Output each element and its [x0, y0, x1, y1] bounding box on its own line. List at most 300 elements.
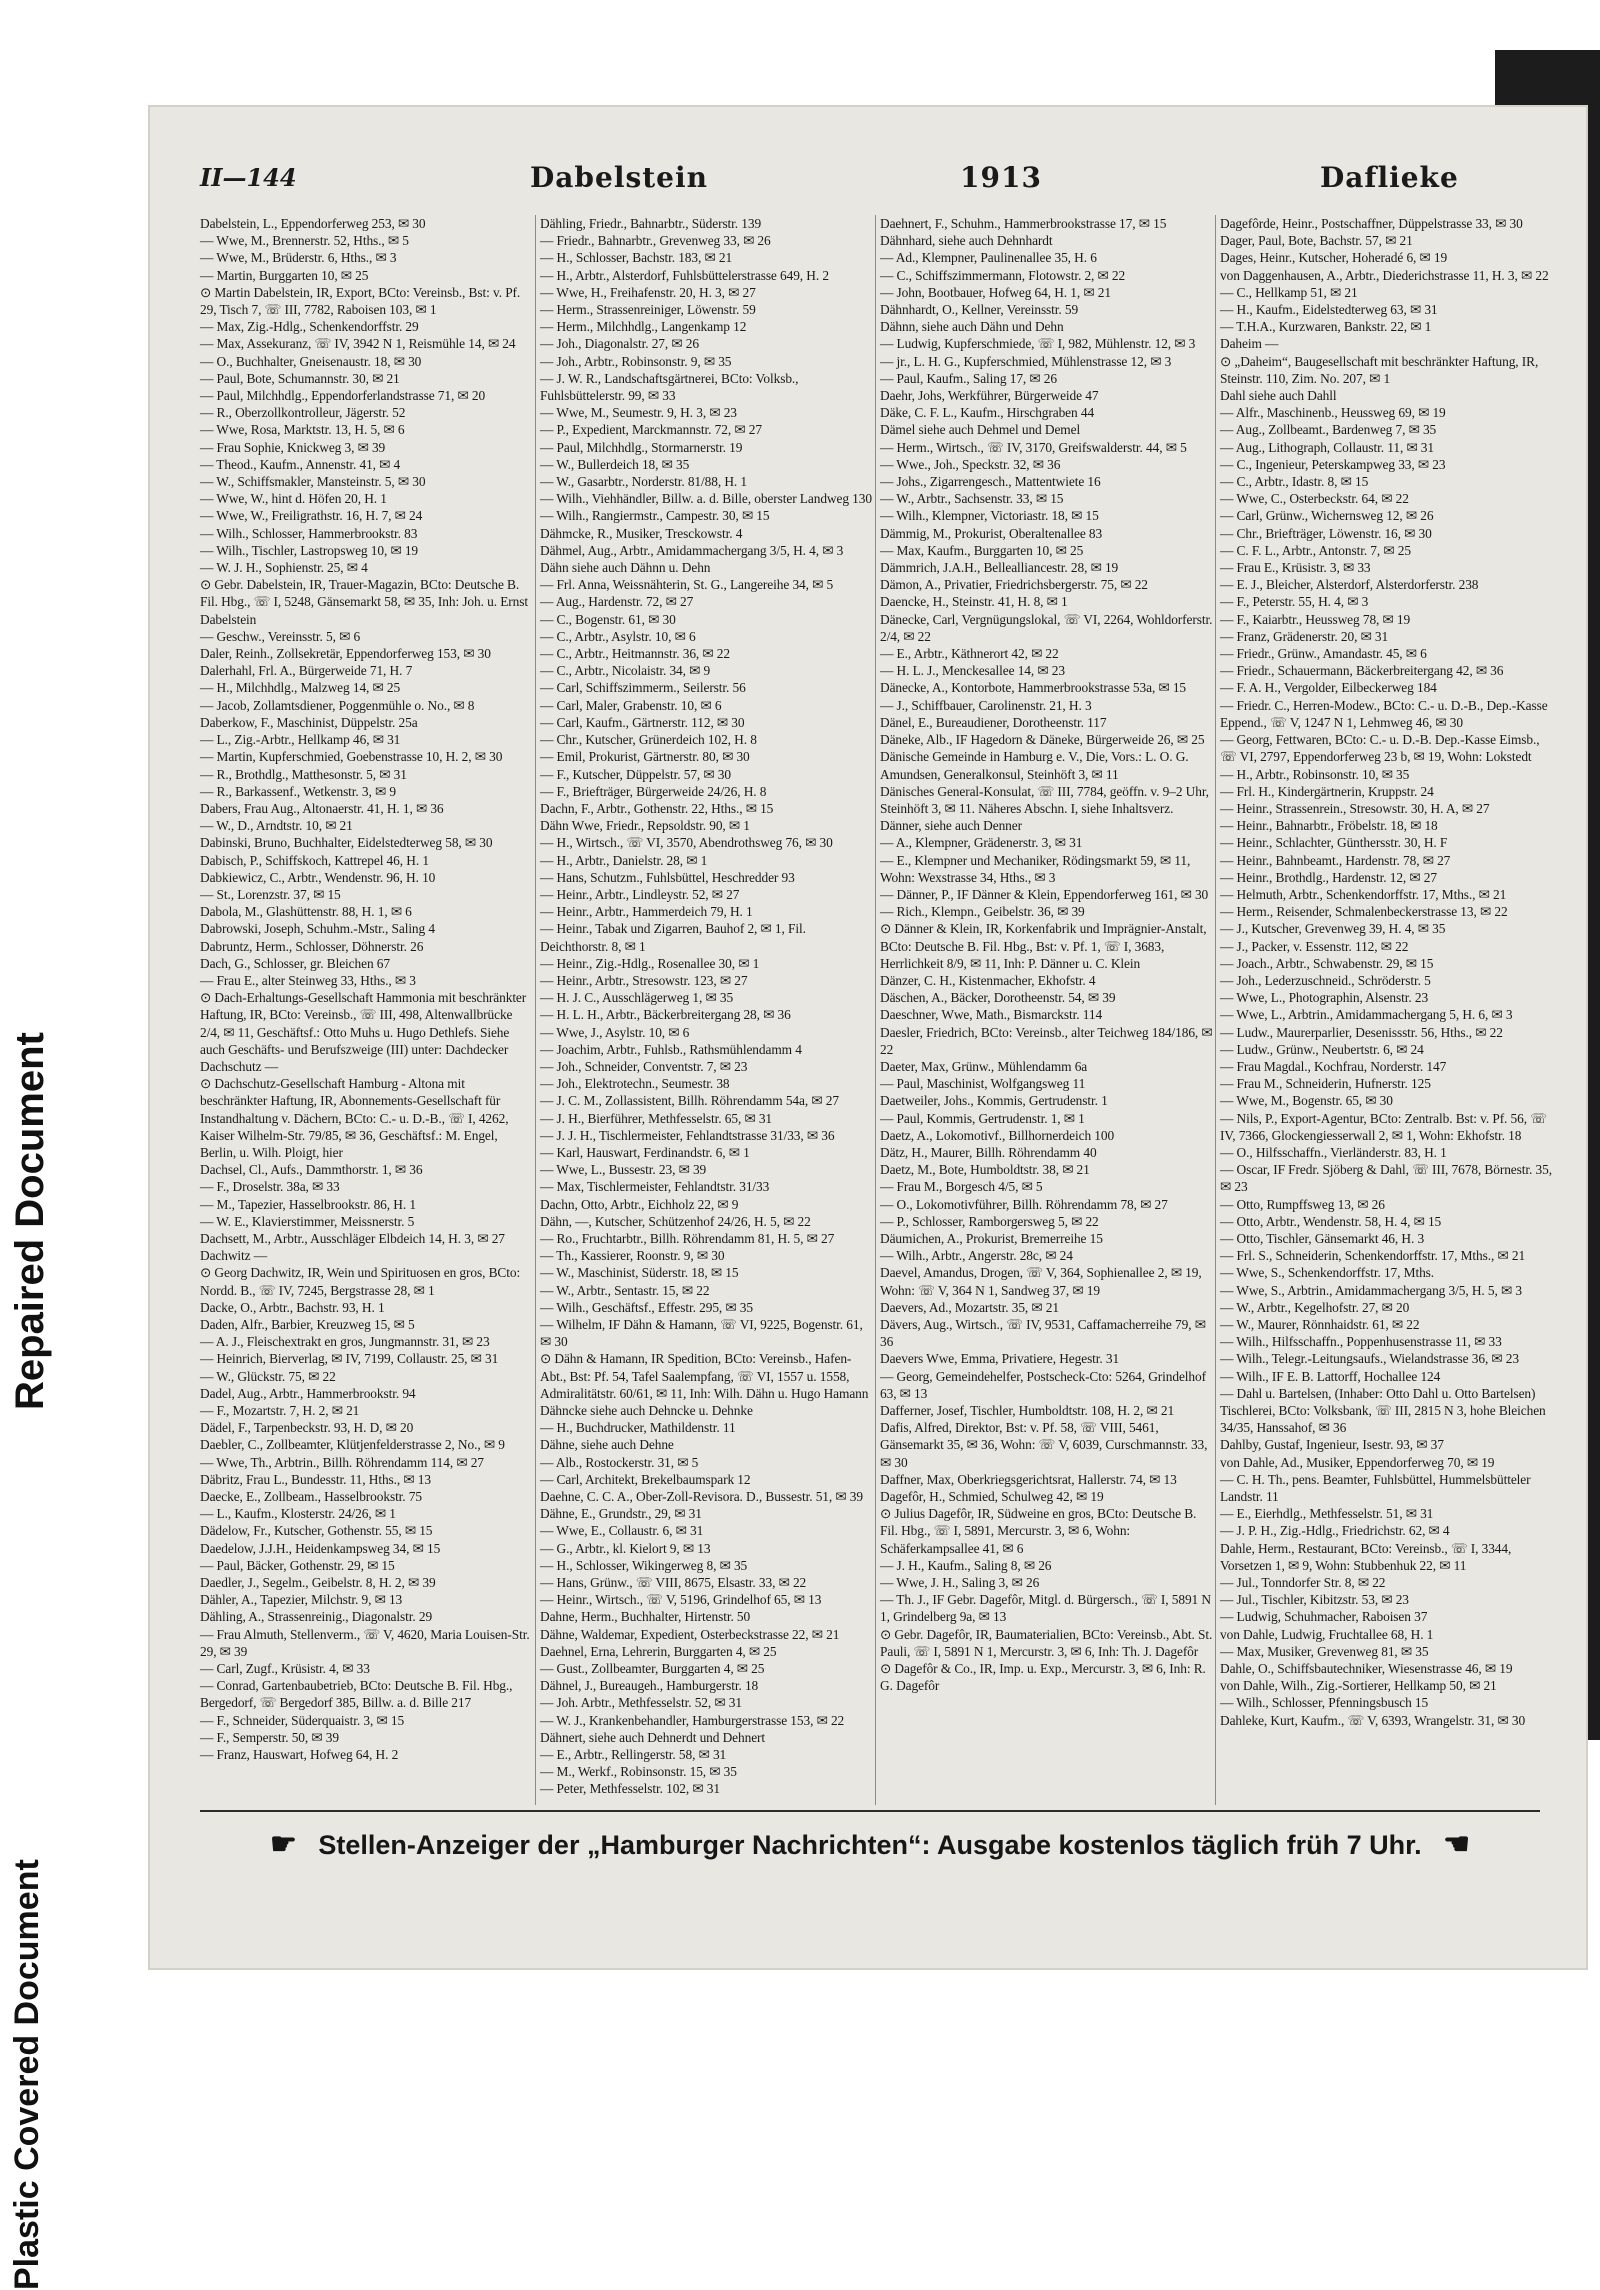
directory-entry: — Heinr., Arbtr., Hammerdeich 79, H. 1 [540, 904, 753, 920]
directory-entry: — H., Arbtr., Robinsonstr. 10, ✉ 35 [1220, 766, 1410, 782]
directory-entry: — E. J., Bleicher, Alsterdorf, Alsterdorferstr. 238 [1220, 577, 1479, 593]
directory-entry: Dävers, Aug., Wirtsch., ☏ IV, 9531, Caffamacherreihe 79, ✉ 36 [880, 1317, 1206, 1350]
directory-entry: ⊙ Martin Dabelstein, IR, Export, BCto: Vereinsb., Bst: v. Pf. 29, Tisch 7, ☏ III, 7782, Raboisen 103, ✉ 1 [200, 284, 521, 318]
repaired-stamp-text: Repaired Document [8, 1032, 52, 1410]
directory-entry: Dähncke siehe auch Dehncke u. Dehnke [540, 1403, 753, 1419]
directory-entry: — Wilh., Rangiermstr., Campestr. 30, ✉ 15 [540, 508, 770, 524]
header-first-name: Dabelstein [530, 161, 708, 194]
directory-entry: Dähling, A., Strassenreinig., Diagonalstr. 29 [200, 1609, 433, 1625]
directory-entry: Dänzer, C. H., Kistenmacher, Ekhofstr. 4 [880, 972, 1096, 988]
directory-entry: Dahle, O., Schiffsbautechniker, Wiesenstrasse 46, ✉ 19 [1220, 1661, 1513, 1677]
directory-entry: — H., Schlosser, Bachstr. 183, ✉ 21 [540, 250, 733, 266]
directory-entry: — Emil, Prokurist, Gärtnerstr. 80, ✉ 30 [540, 749, 750, 765]
directory-entry: ⊙ Dachschutz-Gesellschaft Hamburg - Altona mit beschränkter Haftung, IR, Abonnements-Gesellschaft für Instandhaltung v. Dächern, BCto: C.- u. D.-B., ☏ I, 4262, Kaiser Wilhelm-Str. 79/85, ✉ 36, Geschäftsf.: M. Engel, Berlin, u. Wilh. Ploigt, hier [200, 1076, 509, 1160]
directory-entry: — J., Packer, v. Essenstr. 112, ✉ 22 [1220, 938, 1409, 954]
directory-entry: Dänecke, Carl, Vergnügungslokal, ☏ VI, 2264, Wohldorferstr. 2/4, ✉ 22 [880, 611, 1213, 644]
directory-entry: Däschen, A., Bäcker, Dorotheenstr. 54, ✉ 39 [880, 990, 1116, 1006]
directory-entry: — J. P. H., Zig.-Hdlg., Friedrichstr. 62, ✉ 4 [1220, 1523, 1450, 1539]
directory-entry: — Carl, Schiffszimmerm., Seilerstr. 56 [540, 680, 746, 696]
directory-entry: Daberkow, F., Maschinist, Düppelstr. 25a [200, 714, 418, 730]
directory-entry: — Frau M., Borgesch 4/5, ✉ 5 [880, 1179, 1043, 1195]
directory-entry: — J. H., Bierführer, Methfesselstr. 65, ✉ 31 [540, 1110, 773, 1126]
directory-entry: — P., Schlosser, Ramborgersweg 5, ✉ 22 [880, 1213, 1099, 1229]
directory-entry: ⊙ Gebr. Dagefôr, IR, Baumaterialien, BCto: Vereinsb., Abt. St. Pauli, ☏ I, 5891 N 1, Mercurstr. 3, ✉ 6, Inh: Th. J. Dagefôr [880, 1626, 1213, 1659]
directory-entry: Dachn, Otto, Arbtr., Eichholz 22, ✉ 9 [540, 1196, 739, 1212]
directory-entry: — C., Arbtr., Heitmannstr. 36, ✉ 22 [540, 646, 730, 662]
header-last-name: Daflieke [1320, 161, 1459, 194]
directory-entry: Daetz, A., Lokomotivf., Billhornerdeich 100 [880, 1127, 1115, 1143]
directory-entry: — C., Arbtr., Nicolaistr. 34, ✉ 9 [540, 663, 711, 679]
directory-entry: — Conrad, Gartenbaubetrieb, BCto: Deutsche B. Fil. Hbg., Bergedorf, ☏ Bergedorf 385, Billw. a. d. Bille 217 [200, 1678, 513, 1711]
directory-entry: Dager, Paul, Bote, Bachstr. 57, ✉ 21 [1220, 233, 1413, 249]
directory-entry: — Geschw., Vereinsstr. 5, ✉ 6 [200, 628, 361, 644]
directory-entry: Daehnert, F., Schuhm., Hammerbrookstrasse 17, ✉ 15 [880, 216, 1167, 231]
directory-entry: — Max, Assekuranz, ☏ IV, 3942 N 1, Reismühle 14, ✉ 24 [200, 336, 516, 352]
directory-entry: — J. J. H., Tischlermeister, Fehlandtstrasse 31/33, ✉ 36 [540, 1127, 835, 1143]
directory-entry: — Alfr., Maschinenb., Heussweg 69, ✉ 19 [1220, 405, 1446, 421]
directory-entry: Dämmig, M., Prokurist, Oberaltenallee 83 [880, 525, 1103, 541]
directory-entry: Dabola, M., Glashüttenstr. 88, H. 1, ✉ 6 [200, 904, 412, 920]
directory-entry: — Heinrich, Bierverlag, ✉ IV, 7199, Collaustr. 25, ✉ 31 [200, 1351, 499, 1367]
directory-column-3 [880, 215, 1213, 1785]
pointing-hand-icon: ☚ [1443, 1828, 1471, 1861]
directory-entry: — R., Brothdlg., Matthesonstr. 5, ✉ 31 [200, 766, 407, 782]
directory-entry: Däbritz, Frau L., Bundesstr. 11, Hths., ✉ 13 [200, 1471, 431, 1487]
directory-entry: Daheim — [1220, 336, 1279, 352]
directory-entry: — Max, Zig.-Hdlg., Schenkendorffstr. 29 [200, 319, 419, 335]
directory-entry: — Paul, Milchhdlg., Stormarnerstr. 19 [540, 439, 743, 455]
directory-entry: — Friedr. C., Herren-Modew., BCto: C.- u. D.-B., Dep.-Kasse Eppend., ☏ V, 1247 N 1, Lehmweg 46, ✉ 30 [1220, 697, 1548, 730]
footer-divider [200, 1810, 1540, 1812]
directory-entry: — W., Gasarbtr., Norderstr. 81/88, H. 1 [540, 474, 747, 490]
directory-entry: — Martin, Kupferschmied, Goebenstrasse 10, H. 2, ✉ 30 [200, 749, 503, 765]
directory-entry: Dahl siehe auch Dahll [1220, 388, 1337, 404]
directory-entry: — Oscar, IF Fredr. Sjöberg & Dahl, ☏ III, 7678, Börnestr. 35, ✉ 23 [1220, 1162, 1552, 1195]
directory-entry: — Wilh., Klempner, Victoriastr. 18, ✉ 15 [880, 508, 1099, 524]
directory-entry: — E., Eierhdlg., Methfesselstr. 51, ✉ 31 [1220, 1506, 1434, 1522]
directory-entry: Dänel, E., Bureaudiener, Dorotheenstr. 117 [880, 714, 1107, 730]
directory-entry: Daehr, Johs, Werkführer, Bürgerweide 47 [880, 388, 1099, 404]
directory-entry: — Heinr., Brothdlg., Hardenstr. 12, ✉ 27 [1220, 869, 1437, 885]
directory-entry: — Peter, Methfesselstr. 102, ✉ 31 [540, 1781, 720, 1797]
directory-entry: — Heinr., Bahnarbtr., Fröbelstr. 18, ✉ 18 [1220, 818, 1438, 834]
directory-entry: Dämon, A., Privatier, Friedrichsbergerstr. 75, ✉ 22 [880, 577, 1148, 593]
directory-entry: — Dahl u. Bartelsen, (Inhaber: Otto Dahl u. Otto Bartelsen) Tischlerei, BCto: Volksbank, ☏ III, 2815 N 3, hohe Bleichen 34/35, Hanssahof, ✉ 36 [1220, 1385, 1546, 1436]
directory-entry: — H. J. C., Ausschlägerweg 1, ✉ 35 [540, 990, 734, 1006]
directory-entry: Dähne, Waldemar, Expedient, Osterbeckstrasse 22, ✉ 21 [540, 1626, 840, 1642]
directory-entry: Dahle, Herm., Restaurant, BCto: Vereinsb., ☏ I, 3344, Vorsetzen 1, ✉ 9, Wohn: Stubbenhuk 22, ✉ 11 [1220, 1540, 1512, 1573]
directory-entry: — Friedr., Schauermann, Bäckerbreitergang 42, ✉ 36 [1220, 663, 1504, 679]
directory-entry: — Max, Kaufm., Burggarten 10, ✉ 25 [880, 542, 1084, 558]
directory-entry: Dabelstein, L., Eppendorferweg 253, ✉ 30 [200, 216, 426, 231]
directory-entry: — W., Arbtr., Sachsenstr. 33, ✉ 15 [880, 491, 1064, 507]
directory-entry: — Heinr., Tabak und Zigarren, Bauhof 2, ✉ 1, Fil. Deichthorstr. 8, ✉ 1 [540, 921, 806, 954]
directory-entry: — Frau E., Krüsistr. 3, ✉ 33 [1220, 560, 1371, 576]
directory-entry: Dachsel, Cl., Aufs., Dammthorstr. 1, ✉ 36 [200, 1162, 423, 1178]
directory-entry: — J., Kutscher, Grevenweg 39, H. 4, ✉ 35 [1220, 921, 1446, 937]
directory-entry: — C., Arbtr., Asylstr. 10, ✉ 6 [540, 628, 696, 644]
directory-entry: — C., Bogenstr. 61, ✉ 30 [540, 611, 676, 627]
directory-entry: Daeschner, Wwe, Math., Bismarckstr. 114 [880, 1007, 1103, 1023]
directory-entry: — F. A. H., Vergolder, Eilbeckerweg 184 [1220, 680, 1437, 696]
directory-entry: Daden, Alfr., Barbier, Kreuzweg 15, ✉ 5 [200, 1317, 415, 1332]
directory-entry: Dädelow, Fr., Kutscher, Gothenstr. 55, ✉ 15 [200, 1523, 433, 1539]
directory-entry: Dänisches General-Konsulat, ☏ III, 7784, geöffn. v. 9–2 Uhr, Steinhöft 3, ✉ 11. Näheres Abschn. I, siehe Inhaltsverz. [880, 783, 1209, 816]
directory-entry: Dach, G., Schlosser, gr. Bleichen 67 [200, 955, 390, 971]
directory-entry: — F., Peterstr. 55, H. 4, ✉ 3 [1220, 594, 1369, 610]
directory-entry: Dähn, —, Kutscher, Schützenhof 24/26, H. 5, ✉ 22 [540, 1213, 811, 1229]
directory-entry: Däke, C. F. L., Kaufm., Hirschgraben 44 [880, 405, 1095, 421]
directory-entry: — J. H., Kaufm., Saling 8, ✉ 26 [880, 1557, 1052, 1573]
directory-entry: Dähn siehe auch Dähnn u. Dehn [540, 560, 711, 576]
directory-entry: — Rich., Klempn., Geibelstr. 36, ✉ 39 [880, 904, 1085, 920]
directory-entry: — F., Briefträger, Bürgerweide 24/26, H. 8 [540, 783, 767, 799]
directory-entry: — R., Barkassenf., Wetkenstr. 3, ✉ 9 [200, 783, 396, 799]
directory-entry: — L., Kaufm., Klosterstr. 24/26, ✉ 1 [200, 1506, 396, 1522]
directory-entry: — Ludwig, Schuhmacher, Raboisen 37 [1220, 1609, 1428, 1625]
directory-page [148, 105, 1588, 1970]
directory-entry: — Helmuth, Arbtr., Schenkendorffstr. 17, Mths., ✉ 21 [1220, 886, 1507, 902]
directory-entry: — Carl, Zugf., Krüsistr. 4, ✉ 33 [200, 1661, 370, 1677]
directory-entry: — W. J., Krankenbehandler, Hamburgerstrasse 153, ✉ 22 [540, 1712, 845, 1728]
directory-entry: — Franz, Hauswart, Hofweg 64, H. 2 [200, 1747, 399, 1763]
directory-entry: Dalerhahl, Frl. A., Bürgerweide 71, H. 7 [200, 663, 413, 679]
directory-entry: — J. W. R., Landschaftsgärtnerei, BCto: Volksb., Fuhlsbüttelerstr. 99, ✉ 33 [540, 370, 799, 404]
directory-entry: — J., Schiffbauer, Carolinenstr. 21, H. 3 [880, 697, 1092, 713]
directory-entry: Daencke, H., Steinstr. 41, H. 8, ✉ 1 [880, 594, 1068, 610]
directory-entry: — H. L. H., Arbtr., Bäckerbreitergang 28, ✉ 36 [540, 1007, 791, 1023]
directory-entry: — Carl, Architekt, Brekelbaumspark 12 [540, 1471, 751, 1487]
directory-column-1 [200, 215, 533, 1785]
directory-entry: — Heinr., Arbtr., Stresowstr. 123, ✉ 27 [540, 972, 748, 988]
directory-entry: — E., Klempner und Mechaniker, Rödingsmarkt 59, ✉ 11, Wohn: Wexstrasse 34, Hths., ✉ 3 [880, 852, 1191, 885]
directory-entry: Dämel siehe auch Dehmel und Demel [880, 422, 1081, 438]
directory-entry: Dabruntz, Herm., Schlosser, Döhnerstr. 26 [200, 938, 424, 954]
directory-entry: Dadel, Aug., Arbtr., Hammerbrookstr. 94 [200, 1385, 416, 1401]
directory-entry: — H., Arbtr., Alsterdorf, Fuhlsbüttelerstrasse 649, H. 2 [540, 267, 829, 283]
directory-entry: — Paul, Kommis, Gertrudenstr. 1, ✉ 1 [880, 1110, 1085, 1126]
directory-entry: Dähmel, Aug., Arbtr., Amidammachergang 3/5, H. 4, ✉ 3 [540, 542, 844, 558]
directory-entry: Dähnel, J., Bureaugeh., Hamburgerstr. 18 [540, 1678, 759, 1694]
directory-entry: — W., Maschinist, Süderstr. 18, ✉ 15 [540, 1265, 739, 1281]
directory-entry: — W., Maurer, Rönnhaidstr. 61, ✉ 22 [1220, 1317, 1420, 1332]
directory-entry: — Ro., Fruchtarbtr., Billh. Röhrendamm 81, H. 5, ✉ 27 [540, 1230, 835, 1246]
directory-entry: — C. H. Th., pens. Beamter, Fuhlsbüttel, Hummelsbütteler Landstr. 11 [1220, 1471, 1531, 1505]
directory-entry: — Joach., Arbtr., Schwabenstr. 29, ✉ 15 [1220, 955, 1434, 971]
directory-entry: — F., Schneider, Süderquaistr. 3, ✉ 15 [200, 1712, 405, 1728]
directory-entry: — Frau M., Schneiderin, Hufnerstr. 125 [1220, 1076, 1431, 1092]
directory-entry: — Gust., Zollbeamter, Burggarten 4, ✉ 25 [540, 1661, 765, 1677]
directory-entry: — Frl. H., Kindergärtnerin, Kruppstr. 24 [1220, 783, 1434, 799]
directory-entry: ⊙ Georg Dachwitz, IR, Wein und Spirituosen en gros, BCto: Nordd. B., ☏ IV, 7245, Bergstrasse 28, ✉ 1 [200, 1265, 521, 1298]
plastic-covered-stamp [8, 1859, 118, 2290]
directory-entry: Dafferner, Josef, Tischler, Humboldtstr. 108, H. 2, ✉ 21 [880, 1403, 1175, 1419]
directory-entry: — M., Werkf., Robinsonstr. 15, ✉ 35 [540, 1764, 737, 1780]
directory-entry: — W., D., Arndtstr. 10, ✉ 21 [200, 818, 353, 834]
directory-entry: Dähmcke, R., Musiker, Tresckowstr. 4 [540, 525, 743, 541]
directory-entry: Daehnel, Erna, Lehrerin, Burggarten 4, ✉ 25 [540, 1643, 777, 1659]
directory-entry: — Joh., Elektrotechn., Seumestr. 38 [540, 1076, 730, 1092]
directory-entry: Dabisch, P., Schiffskoch, Kattrepel 46, H. 1 [200, 852, 429, 868]
directory-entry: — Theod., Kaufm., Annenstr. 41, ✉ 4 [200, 456, 401, 472]
directory-column-4 [1220, 215, 1553, 1785]
directory-entry: ⊙ Dähn & Hamann, IR Spedition, BCto: Vereinsb., Hafen-Abt., Bst: Pf. 54, Tafel Saalempfang, ☏ VI, 1557 u. 1558, Admiralitätstr. 60/61, ✉ 11, Inh: Wilh. Dähn u. Hugo Hamann [540, 1351, 869, 1401]
directory-entry: Dacke, O., Arbtr., Bachstr. 93, H. 1 [200, 1299, 385, 1315]
directory-entry: — C., Hellkamp 51, ✉ 21 [1220, 284, 1358, 300]
directory-entry: Daecke, E., Zollbeam., Hasselbrookstr. 75 [200, 1489, 422, 1505]
directory-entry: Dähnert, siehe auch Dehnerdt und Dehnert [540, 1729, 766, 1745]
directory-entry: Däumichen, A., Prokurist, Bremerreihe 15 [880, 1230, 1103, 1246]
directory-entry: — Nils, P., Export-Agentur, BCto: Zentralb. Bst: v. Pf. 56, ☏ IV, 7366, Glockengiesserwall 2, ✉ 1, Wohn: Ekhofstr. 18 [1220, 1110, 1547, 1143]
directory-entry: — E., Arbtr., Käthnerort 42, ✉ 22 [880, 646, 1059, 662]
directory-entry: — Th., Kassierer, Roonstr. 9, ✉ 30 [540, 1248, 725, 1264]
directory-entry: — Max, Musiker, Grevenweg 81, ✉ 35 [1220, 1643, 1429, 1659]
directory-entry: — Herm., Reisender, Schmalenbeckerstrasse 13, ✉ 22 [1220, 904, 1508, 920]
directory-entry: Daler, Reinh., Zollsekretär, Eppendorferweg 153, ✉ 30 [200, 646, 491, 662]
directory-entry: — Paul, Maschinist, Wolfgangsweg 11 [880, 1076, 1086, 1092]
directory-entry: Dädel, F., Tarpenbeckstr. 93, H. D, ✉ 20 [200, 1420, 414, 1436]
directory-entry: — Wwe, L., Photographin, Alsenstr. 23 [1220, 990, 1429, 1006]
directory-entry: — P., Expedient, Marckmannstr. 72, ✉ 27 [540, 422, 762, 438]
directory-entry: Dabers, Frau Aug., Altonaerstr. 41, H. 1, ✉ 36 [200, 800, 444, 816]
directory-entry: Dages, Heinr., Kutscher, Hoheradé 6, ✉ 19 [1220, 250, 1448, 266]
directory-entry: — F., Semperstr. 50, ✉ 39 [200, 1729, 339, 1745]
directory-entry: — Max, Tischlermeister, Fehlandtstr. 31/33 [540, 1179, 770, 1195]
directory-entry: Dachschutz — [200, 1058, 278, 1074]
directory-entry: — Wilhelm, IF Dähn & Hamann, ☏ VI, 9225, Bogenstr. 61, ✉ 30 [540, 1317, 863, 1350]
directory-entry: — Franz, Grädenerstr. 20, ✉ 31 [1220, 628, 1389, 644]
directory-entry: — F., Kaiarbtr., Heussweg 78, ✉ 19 [1220, 611, 1411, 627]
directory-entry: — Wwe, M., Bogenstr. 65, ✉ 30 [1220, 1093, 1393, 1109]
directory-entry: Dähne, E., Grundstr., 29, ✉ 31 [540, 1506, 702, 1522]
pointing-hand-icon: ☛ [269, 1828, 297, 1861]
column-divider [875, 215, 876, 1805]
directory-entry: Dänische Gemeinde in Hamburg e. V., Die, Vors.: L. O. G. Amundsen, Generalkonsul, Steinhöft 3, ✉ 11 [880, 749, 1189, 782]
directory-entry: — Chr., Briefträger, Löwenstr. 16, ✉ 30 [1220, 525, 1432, 541]
directory-entry: — Wwe, S., Schenkendorffstr. 17, Mths. [1220, 1265, 1435, 1281]
directory-entry: — Karl, Hauswart, Ferdinandstr. 6, ✉ 1 [540, 1144, 750, 1160]
directory-entry: — Wilh., Hilfsschaffn., Poppenhusenstrasse 11, ✉ 33 [1220, 1334, 1502, 1350]
directory-entry: — Frau E., alter Steinweg 33, Hths., ✉ 3 [200, 972, 416, 988]
directory-entry: — H., Wirtsch., ☏ VI, 3570, Abendrothsweg 76, ✉ 30 [540, 835, 833, 851]
directory-entry: — Hans, Schutzm., Fuhlsbüttel, Heschredder 93 [540, 869, 795, 885]
directory-entry: — Herm., Strassenreiniger, Löwenstr. 59 [540, 302, 756, 318]
directory-entry: — Aug., Zollbeamt., Bardenweg 7, ✉ 35 [1220, 422, 1437, 438]
directory-entry: — Joachim, Arbtr., Fuhlsb., Rathsmühlendamm 4 [540, 1041, 802, 1057]
directory-entry: — F., Droselstr. 38a, ✉ 33 [200, 1179, 340, 1195]
directory-entry: — Ludw., Grünw., Neubertstr. 6, ✉ 24 [1220, 1041, 1424, 1057]
directory-entry: Daffner, Max, Oberkriegsgerichtsrat, Hallerstr. 74, ✉ 13 [880, 1471, 1177, 1487]
directory-entry: — Joh., Schneider, Conventstr. 7, ✉ 23 [540, 1058, 748, 1074]
directory-entry: — H., Kaufm., Eidelstedterweg 63, ✉ 31 [1220, 302, 1438, 318]
directory-entry: Dachwitz — [200, 1248, 268, 1264]
directory-entry: — Ludw., Maurerparlier, Desenissstr. 56, Hths., ✉ 22 [1220, 1024, 1503, 1040]
directory-entry: — Jacob, Zollamtsdiener, Poggenmühle o. No., ✉ 8 [200, 697, 475, 713]
directory-entry: — Carl, Grünw., Wichernsweg 12, ✉ 26 [1220, 508, 1434, 524]
directory-entry: — F., Kutscher, Düppelstr. 57, ✉ 30 [540, 766, 731, 782]
directory-entry: — Frl. S., Schneiderin, Schenkendorffstr. 17, Mths., ✉ 21 [1220, 1248, 1526, 1264]
directory-entry: — W. J. H., Sophienstr. 25, ✉ 4 [200, 560, 368, 576]
directory-entry: — W., Arbtr., Sentastr. 15, ✉ 22 [540, 1282, 710, 1298]
directory-entry: — Aug., Lithograph, Collaustr. 11, ✉ 31 [1220, 439, 1434, 455]
directory-entry: Daevers Wwe, Emma, Privatiere, Hegestr. 31 [880, 1351, 1120, 1367]
directory-entry: Dätz, H., Maurer, Billh. Röhrendamm 40 [880, 1144, 1097, 1160]
directory-entry: — Heinr., Bahnbeamt., Hardenstr. 78, ✉ 27 [1220, 852, 1451, 868]
directory-column-2 [540, 215, 873, 1797]
directory-entry: — W. E., Klavierstimmer, Meissnerstr. 5 [200, 1213, 415, 1229]
directory-entry: Dabinski, Bruno, Buchhalter, Eidelstedterweg 58, ✉ 30 [200, 835, 493, 851]
directory-entry: Däneke, Alb., IF Hagedorn & Däneke, Bürgerweide 26, ✉ 25 [880, 732, 1205, 748]
directory-entry: — Wwe, M., Brennerstr. 52, Hths., ✉ 5 [200, 233, 409, 249]
page-number: II—144 [200, 163, 297, 192]
directory-entry: — H. L. J., Menckesallee 14, ✉ 23 [880, 663, 1065, 679]
directory-entry: Dabrowski, Joseph, Schuhm.-Mstr., Saling 4 [200, 921, 435, 937]
directory-entry: — Wwe, J. H., Saling 3, ✉ 26 [880, 1575, 1040, 1591]
directory-entry: von Dahle, Ad., Musiker, Eppendorferweg 70, ✉ 19 [1220, 1454, 1495, 1470]
directory-entry: — Jul., Tischler, Kibitzstr. 53, ✉ 23 [1220, 1592, 1409, 1608]
directory-entry: — Martin, Burggarten 10, ✉ 25 [200, 267, 369, 283]
directory-entry: ⊙ Dagefôr & Co., IR, Imp. u. Exp., Mercurstr. 3, ✉ 6, Inh: R. G. Dagefôr [880, 1661, 1206, 1694]
directory-entry: — Ad., Klempner, Paulinenallee 35, H. 6 [880, 250, 1097, 266]
directory-entry: — Heinr., Wirtsch., ☏ V, 5196, Grindelhof 65, ✉ 13 [540, 1592, 822, 1608]
directory-entry: — Paul, Kaufm., Saling 17, ✉ 26 [880, 370, 1057, 386]
directory-entry: — Wilh., Schlosser, Pfenningsbusch 15 [1220, 1695, 1429, 1711]
directory-entry: — Wilh., Geschäftsf., Effestr. 295, ✉ 35 [540, 1299, 753, 1315]
directory-entry: von Dahle, Ludwig, Fruchtallee 68, H. 1 [1220, 1626, 1434, 1642]
directory-entry: — A. J., Fleischextrakt en gros, Jungmannstr. 31, ✉ 23 [200, 1334, 490, 1350]
directory-entry: Daedelow, J.J.H., Heidenkampsweg 34, ✉ 15 [200, 1540, 441, 1556]
repaired-stamp [8, 1032, 118, 1410]
directory-entry: — Wwe, S., Arbtrin., Amidammachergang 3/5, H. 5, ✉ 3 [1220, 1282, 1522, 1298]
directory-entry: — Carl, Maler, Grabenstr. 10, ✉ 6 [540, 697, 722, 713]
directory-entry: — Wilh., Arbtr., Angerstr. 28c, ✉ 24 [880, 1248, 1073, 1264]
directory-entry: — L., Zig.-Arbtr., Hellkamp 46, ✉ 31 [200, 732, 401, 748]
directory-entry: Dänner, siehe auch Denner [880, 818, 1022, 834]
directory-entry: Daesler, Friedrich, BCto: Vereinsb., alter Teichweg 184/186, ✉ 22 [880, 1024, 1213, 1057]
directory-entry: Daevers, Ad., Mozartstr. 35, ✉ 21 [880, 1299, 1059, 1315]
directory-entry: — Wwe, Th., Arbtrin., Billh. Röhrendamm 114, ✉ 27 [200, 1454, 484, 1470]
directory-entry: — Paul, Milchhdlg., Eppendorferlandstrasse 71, ✉ 20 [200, 388, 486, 404]
directory-entry: Dähling, Friedr., Bahnarbtr., Süderstr. 139 [540, 216, 762, 231]
directory-entry: — Herm., Milchhdlg., Langenkamp 12 [540, 319, 747, 335]
directory-entry: — Wwe, W., hint d. Höfen 20, H. 1 [200, 491, 387, 507]
directory-entry: Daetweiler, Johs., Kommis, Gertrudenstr. 1 [880, 1093, 1108, 1109]
directory-entry: — C., Ingenieur, Peterskampweg 33, ✉ 23 [1220, 456, 1446, 472]
directory-entry: ⊙ Gebr. Dabelstein, IR, Trauer-Magazin, BCto: Deutsche B. Fil. Hbg., ☏ I, 5248, Gänsemarkt 58, ✉ 35, Inh: Joh. u. Ernst Dabelstein [200, 577, 528, 627]
directory-entry: — Heinr., Zig.-Hdlg., Rosenallee 30, ✉ 1 [540, 955, 760, 971]
column-divider [535, 215, 536, 1805]
directory-entry: Daehne, C. C. A., Ober-Zoll-Revisora. D., Bussestr. 51, ✉ 39 [540, 1489, 863, 1505]
directory-entry: — Friedr., Grünw., Amandastr. 45, ✉ 6 [1220, 646, 1427, 662]
directory-entry: Dahne, Herm., Buchhalter, Hirtenstr. 50 [540, 1609, 751, 1625]
plastic-covered-stamp-text: Plastic Covered Document [8, 1859, 46, 2290]
directory-entry: — O., Hilfsschaffn., Vierländerstr. 83, H. 1 [1220, 1144, 1447, 1160]
directory-entry: von Daggenhausen, A., Arbtr., Diederichstrasse 11, H. 3, ✉ 22 [1220, 267, 1549, 283]
directory-entry: — Wwe, H., Freihafenstr. 20, H. 3, ✉ 27 [540, 284, 756, 300]
directory-entry: — Joh., Arbtr., Robinsonstr. 9, ✉ 35 [540, 353, 732, 369]
directory-entry: — Heinr., Schlachter, Günthersstr. 30, H. F [1220, 835, 1448, 851]
directory-entry: — M., Tapezier, Hasselbrookstr. 86, H. 1 [200, 1196, 416, 1212]
directory-entry: — Ludwig, Kupferschmiede, ☏ I, 982, Mühlenstr. 12, ✉ 3 [880, 336, 1196, 352]
directory-entry: ⊙ Julius Dagefôr, IR, Südweine en gros, BCto: Deutsche B. Fil. Hbg., ☏ I, 5891, Mercurstr. 3, ✉ 6, Wohn: Schäferkampsallee 41, ✉ 6 [880, 1506, 1197, 1556]
directory-entry: — Joh. Arbtr., Methfesselstr. 52, ✉ 31 [540, 1695, 742, 1711]
directory-entry: — Frau Almuth, Stellenverm., ☏ V, 4620, Maria Louisen-Str. 29, ✉ 39 [200, 1626, 530, 1659]
directory-entry: — H., Buchdrucker, Mathildenstr. 11 [540, 1420, 736, 1436]
directory-entry: — C., Arbtr., Idastr. 8, ✉ 15 [1220, 474, 1369, 490]
directory-entry: — Hans, Grünw., ☏ VIII, 8675, Elsastr. 33, ✉ 22 [540, 1575, 807, 1591]
directory-entry: Daeter, Max, Grünw., Mühlendamm 6a [880, 1058, 1088, 1074]
directory-entry: — T.H.A., Kurzwaren, Bankstr. 22, ✉ 1 [1220, 319, 1432, 335]
directory-entry: — Alb., Rostockerstr. 31, ✉ 5 [540, 1454, 699, 1470]
directory-entry: — Carl, Kaufm., Gärtnerstr. 112, ✉ 30 [540, 714, 745, 730]
directory-entry: — W., Arbtr., Kegelhofstr. 27, ✉ 20 [1220, 1299, 1410, 1315]
directory-entry: — J. C. M., Zollassistent, Billh. Röhrendamm 54a, ✉ 27 [540, 1093, 839, 1109]
directory-entry: Daetz, M., Bote, Humboldtstr. 38, ✉ 21 [880, 1162, 1090, 1178]
directory-entry: — E., Arbtr., Rellingerstr. 58, ✉ 31 [540, 1747, 727, 1763]
directory-entry: — G., Arbtr., kl. Kielort 9, ✉ 13 [540, 1540, 711, 1556]
directory-entry: — H., Milchhdlg., Malzweg 14, ✉ 25 [200, 680, 401, 696]
directory-entry: — Wwe, L., Bussestr. 23, ✉ 39 [540, 1162, 707, 1178]
directory-entry: Dahlby, Gustaf, Ingenieur, Isestr. 93, ✉ 37 [1220, 1437, 1444, 1453]
directory-entry: — Wwe, C., Osterbeckstr. 64, ✉ 22 [1220, 491, 1409, 507]
directory-entry: Daevel, Amandus, Drogen, ☏ V, 364, Sophienallee 2, ✉ 19, Wohn: ☏ V, 364 N 1, Sandweg 37, ✉ 19 [880, 1265, 1202, 1298]
page-header [200, 155, 1540, 195]
directory-entry: von Dahle, Wilh., Zig.-Sortierer, Hellkamp 50, ✉ 21 [1220, 1678, 1497, 1694]
directory-entry: — Wwe, J., Asylstr. 10, ✉ 6 [540, 1024, 690, 1040]
directory-entry: — Joh., Lederzuschneid., Schröderstr. 5 [1220, 972, 1431, 988]
directory-entry: — W., Schiffsmakler, Mansteinstr. 5, ✉ 30 [200, 474, 426, 490]
directory-entry: — Johs., Zigarrengesch., Mattentwiete 16 [880, 474, 1101, 490]
directory-entry: — C. F. L., Arbtr., Antonstr. 7, ✉ 25 [1220, 542, 1411, 558]
directory-entry: — W., Bullerdeich 18, ✉ 35 [540, 456, 690, 472]
directory-entry: — Dänner, P., IF Dänner & Klein, Eppendorferweg 161, ✉ 30 [880, 886, 1209, 902]
directory-entry: ⊙ Dänner & Klein, IR, Korkenfabrik und Imprägnier-Anstalt, BCto: Deutsche B. Fil. Hbg., Bst: v. Pf. 1, ☏ I, 3683, Herrlichkeit 8/9, ✉ 11, Inh: P. Dänner u. C. Klein [880, 921, 1207, 971]
directory-entry: — Chr., Kutscher, Grünerdeich 102, H. 8 [540, 732, 757, 748]
directory-entry: — Wilh., Viehhändler, Billw. a. d. Bille, oberster Landweg 130 [540, 491, 872, 507]
directory-entry: Dahleke, Kurt, Kaufm., ☏ V, 6393, Wrangelstr. 31, ✉ 30 [1220, 1712, 1526, 1728]
directory-entry: — Wwe, M., Seumestr. 9, H. 3, ✉ 23 [540, 405, 737, 421]
directory-entry: Dähnhard, siehe auch Dehnhardt [880, 233, 1053, 249]
directory-entry: Dähn Wwe, Friedr., Repsoldstr. 90, ✉ 1 [540, 818, 750, 834]
directory-entry: Dafis, Alfred, Direktor, Bst: v. Pf. 58, ☏ VIII, 5461, Gänsemarkt 35, ✉ 36, Wohn: ☏ V, 6039, Curschmannstr. 33, ✉ 30 [880, 1420, 1208, 1470]
directory-entry: — Heinr., Strassenrein., Stresowstr. 30, H. A, ✉ 27 [1220, 800, 1490, 816]
side-stamps [8, 660, 118, 2290]
directory-entry: Dähne, siehe auch Dehne [540, 1437, 674, 1453]
directory-entry: Dagefôr, H., Schmied, Schulweg 42, ✉ 19 [880, 1489, 1104, 1505]
directory-entry: Daebler, C., Zollbeamter, Klütjenfelderstrasse 2, No., ✉ 9 [200, 1437, 505, 1453]
directory-entry: — Aug., Hardenstr. 72, ✉ 27 [540, 594, 694, 610]
directory-entry: ⊙ Dach-Erhaltungs-Gesellschaft Hammonia mit beschränkter Haftung, IR, BCto: Vereinsb., ☏ III, 498, Altenwallbrücke 2/4, ✉ 11, Geschäftsf.: Otto Muhs u. Hugo Dethlefs. Siehe auch Geschäfts- und Berufszweige (III) unter: Dachdecker [200, 990, 527, 1057]
column-divider [1215, 215, 1216, 1805]
directory-entry: Dämmrich, J.A.H., Bellealliancestr. 28, ✉ 19 [880, 560, 1119, 576]
page-footer-advert [200, 1827, 1540, 1867]
directory-entry: — H., Schlosser, Wikingerweg 8, ✉ 35 [540, 1557, 748, 1573]
header-year: 1913 [960, 161, 1042, 194]
directory-entry: — Paul, Bäcker, Gothenstr. 29, ✉ 15 [200, 1557, 395, 1573]
directory-entry: — Jul., Tonndorfer Str. 8, ✉ 22 [1220, 1575, 1386, 1591]
directory-entry: — R., Oberzollkontrolleur, Jägerstr. 52 [200, 405, 406, 421]
directory-entry: Dabkiewicz, C., Arbtr., Wendenstr. 96, H. 10 [200, 869, 436, 885]
directory-entry: — A., Klempner, Grädenerstr. 3, ✉ 31 [880, 835, 1083, 851]
directory-entry: — H., Arbtr., Danielstr. 28, ✉ 1 [540, 852, 708, 868]
directory-entry: — Frau Magdal., Kochfrau, Norderstr. 147 [1220, 1058, 1447, 1074]
directory-entry: — jr., L. H. G., Kupferschmied, Mühlenstrasse 12, ✉ 3 [880, 353, 1172, 369]
directory-entry: Dänecke, A., Kontorbote, Hammerbrookstrasse 53a, ✉ 15 [880, 680, 1187, 696]
directory-entry: Dagefôrde, Heinr., Postschaffner, Düppelstrasse 33, ✉ 30 [1220, 216, 1523, 231]
directory-entry: Daedler, J., Segelm., Geibelstr. 8, H. 2, ✉ 39 [200, 1575, 436, 1591]
directory-entry: Dähnhardt, O., Kellner, Vereinsstr. 59 [880, 302, 1079, 318]
directory-entry: — Herm., Wirtsch., ☏ IV, 3170, Greifswalderstr. 44, ✉ 5 [880, 439, 1187, 455]
